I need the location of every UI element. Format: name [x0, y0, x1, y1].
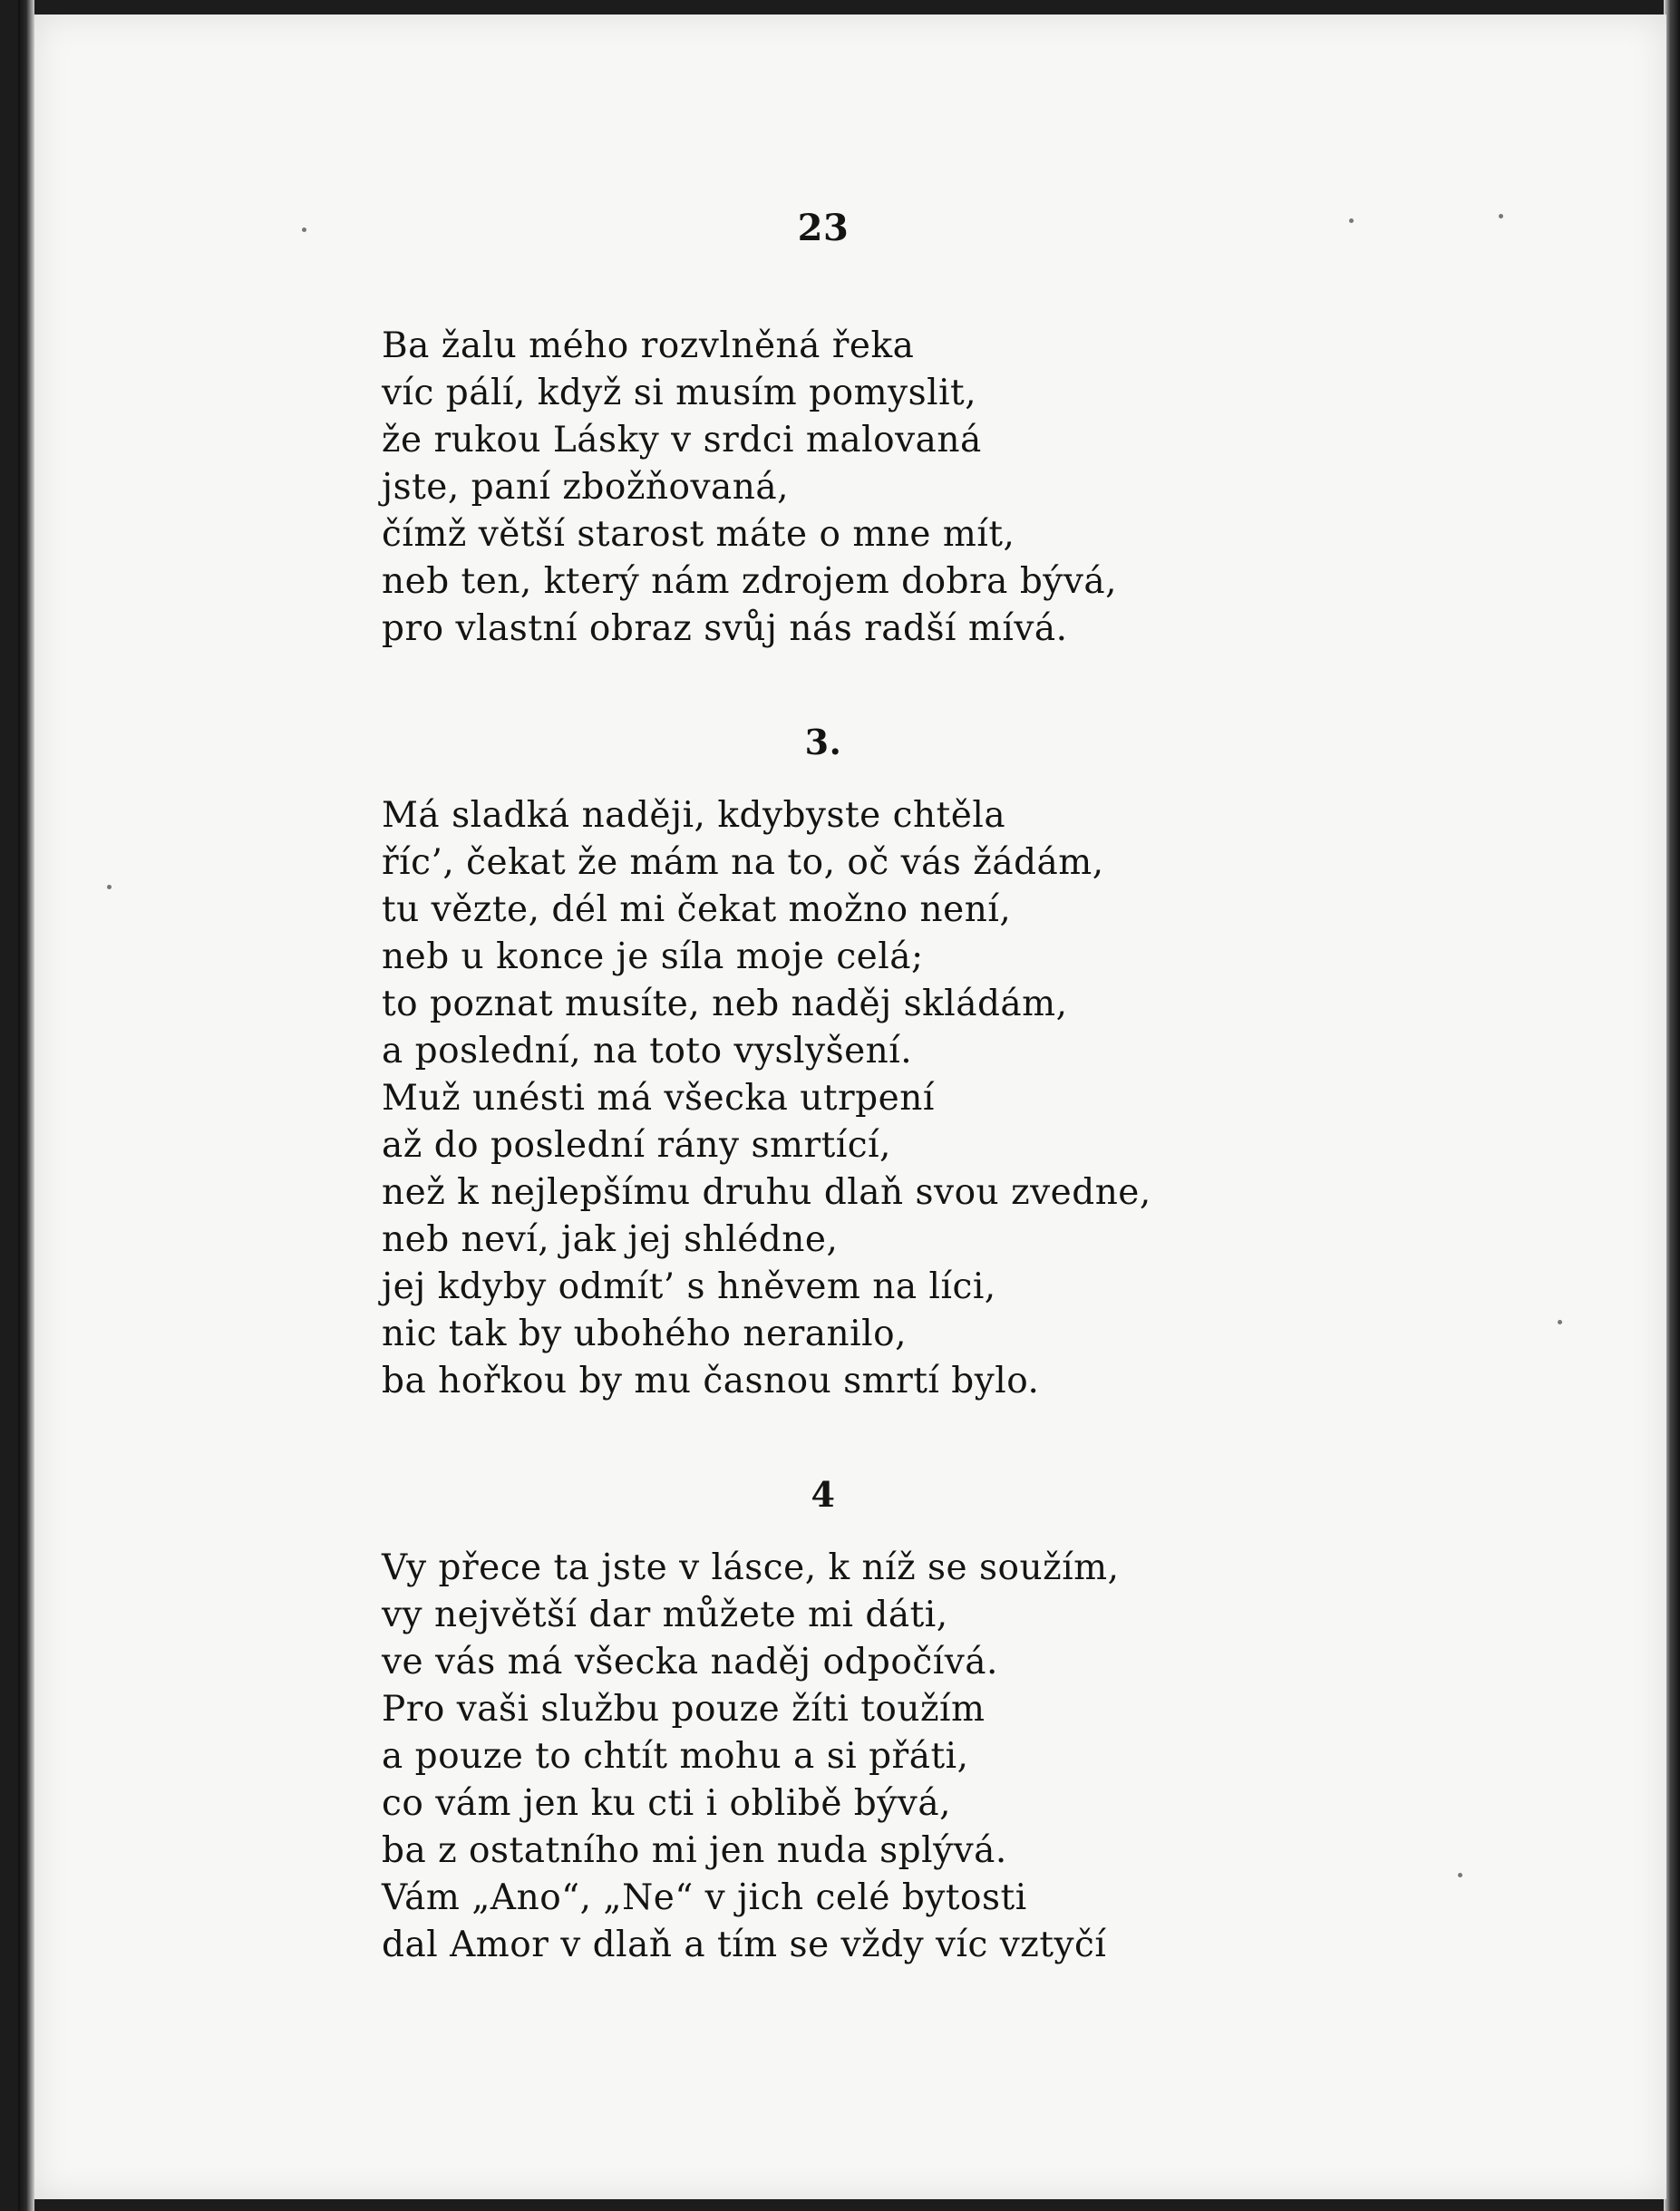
- section-number: 3.: [804, 722, 842, 762]
- poem-line: neb u konce je síla moje celá;: [382, 936, 924, 977]
- poem-line: že rukou Lásky v srdci malovaná: [382, 420, 982, 461]
- poem-line: Pro vaši službu pouze žíti toužím: [382, 1689, 986, 1730]
- poem-line: tu vězte, dél mi čekat možno není,: [382, 889, 1012, 930]
- poem-line: dal Amor v dlaň a tím se vždy víc vztyčí: [382, 1925, 1107, 1965]
- poem-line: neb neví, jak jej shlédne,: [382, 1219, 839, 1260]
- poem-line: pro vlastní obraz svůj nás radší mívá.: [382, 608, 1068, 649]
- poem-line: Má sladká naději, kdybyste chtěla: [382, 795, 1006, 836]
- scan-speck: [302, 228, 306, 232]
- poem-line: Muž unésti má všecka utrpení: [382, 1078, 935, 1119]
- poem-line: ba z ostatního mi jen nuda splývá.: [382, 1830, 1007, 1871]
- section-number: 4: [811, 1474, 836, 1515]
- poem-line: Vy přece ta jste v lásce, k níž se soužím,: [382, 1547, 1120, 1588]
- scan-speck: [1349, 218, 1354, 223]
- poem-line: až do poslední rány smrtící,: [382, 1125, 891, 1166]
- poem-line: říc’, čekat že mám na to, oč vás žádám,: [382, 842, 1104, 883]
- scan-speck: [107, 885, 112, 889]
- scan-speck: [1558, 1320, 1562, 1324]
- scan-speck: [1458, 1873, 1462, 1877]
- poem-line: to poznat musíte, neb naděj skládám,: [382, 984, 1068, 1024]
- poem-line: a pouze to chtít mohu a si přáti,: [382, 1736, 969, 1777]
- poem-line: než k nejlepšímu druhu dlaň svou zvedne,: [382, 1172, 1151, 1213]
- poem-line: vy největší dar můžete mi dáti,: [382, 1595, 948, 1635]
- poem-line: ve vás má všecka naděj odpočívá.: [382, 1642, 998, 1682]
- page-number: 23: [797, 207, 850, 249]
- poem-line: jste, paní zbožňovaná,: [382, 467, 790, 508]
- stanza-3: [382, 1545, 1120, 1969]
- poem-line: ba hořkou by mu časnou smrtí bylo.: [382, 1361, 1040, 1401]
- scan-speck: [1499, 214, 1503, 218]
- poem-line: a poslední, na toto vyslyšení.: [382, 1031, 913, 1072]
- stanza-1: [382, 323, 1117, 653]
- poem-line: nic tak by ubohého neranilo,: [382, 1314, 907, 1354]
- poem-line: čímž větší starost máte o mne mít,: [382, 514, 1015, 555]
- stanza-2: [382, 792, 1151, 1405]
- poem-line: Vám „Ano“, „Ne“ v jich celé bytosti: [382, 1877, 1027, 1918]
- poem-line: Ba žalu mého rozvlněná řeka: [382, 325, 915, 366]
- binding-shadow-left: [18, 0, 34, 2211]
- poem-line: jej kdyby odmít’ s hněvem na líci,: [382, 1266, 996, 1307]
- book-page: [34, 15, 1666, 2199]
- poem-line: neb ten, který nám zdrojem dobra bývá,: [382, 561, 1117, 602]
- poem-line: co vám jen ku cti i oblibě bývá,: [382, 1783, 951, 1824]
- poem-line: víc pálí, když si musím pomyslit,: [382, 373, 977, 413]
